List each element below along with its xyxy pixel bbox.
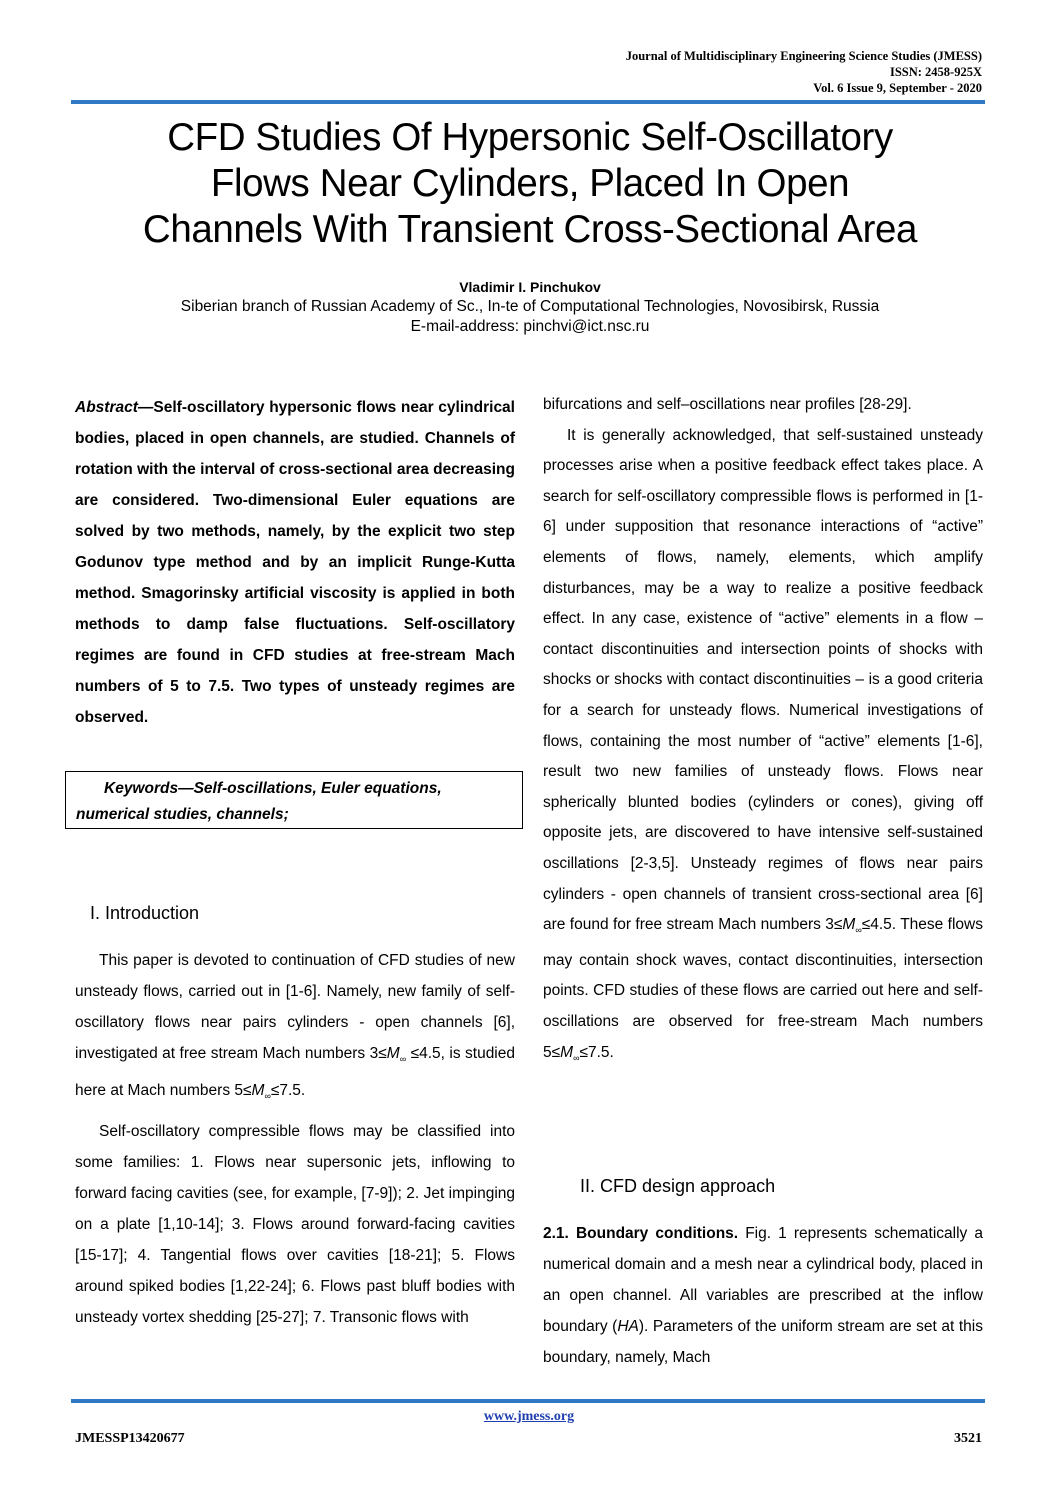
intro-p1-text-b: ≤4.5, is studied here at Mach numbers 5≤ — [75, 1045, 515, 1100]
intro-p1-text-c: ≤7.5. — [270, 1082, 306, 1100]
boundary-conditions-paragraph — [543, 1218, 983, 1373]
section-heading-introduction: I. Introduction — [90, 903, 200, 923]
mach-symbol: M — [560, 1043, 574, 1061]
mach-symbol: M — [251, 1082, 265, 1100]
title-line-3: Channels With Transient Cross-Sectional Area — [142, 208, 918, 251]
journal-volume: Vol. 6 Issue 9, September - 2020 — [813, 81, 982, 95]
journal-website-link[interactable]: www.jmess.org — [483, 1409, 575, 1424]
infinity-subscript: ∞ — [573, 1052, 580, 1063]
title-line-1: CFD Studies Of Hypersonic Self-Oscillatory — [167, 116, 893, 159]
boundary-conditions-label: 2.1. Boundary conditions. — [543, 1225, 739, 1242]
infinity-subscript: ∞ — [855, 925, 862, 936]
bc-text-b: ). Parameters of the uniform stream are set at this boundary, namely, Mach — [543, 1318, 983, 1366]
right-p1-text-a: It is generally acknowledged, that self-sustained unsteady processes arise when a positive feedback effect takes place. A search for self-oscillatory compressible flows is performed in [1-6] under supposition that resonance interactions of “active” elements of flows, namely, elements, which amplify disturbances, may be a way to realize a positive feedback effect. In any case, existence of “active” elements in a flow – contact discontinuities and intersection points of shocks with shocks or shocks with contact discontinuities – is a good criteria for a search for unsteady flows. Numerical investigations of flows, containing the most number of “active” elements [1-6], result two new families of unsteady flows. Flows near spherically blunted bodies (cylinders or cones), giving off opposite jets, are discovered to have intensive self-sustained oscillations [2-3,5]. Unsteady regimes of flows near pairs cylinders - open channels of transient cross-sectional area [6] are found for free stream Mach numbers 3≤ — [543, 426, 983, 934]
right-paragraph-1 — [543, 421, 983, 1074]
right-p1-text-b: ≤4.5. These flows may contain shock waves, contact discontinuities, intersection points. CFD studies of these flows are carried out here and self-oscillations are observed for free-stream Mach numbers 5≤ — [543, 916, 983, 1061]
right-p1-text-c: ≤7.5. — [579, 1043, 614, 1061]
header-rule — [71, 100, 985, 104]
infinity-subscript: ∞ — [399, 1054, 407, 1065]
right-paragraph-0: bifurcations and self–oscillations near profiles [28-29]. — [543, 396, 912, 413]
bc-text-a: Fig. 1 represents schematically a numerical domain and a mesh near a cylindrical body, placed in an open channel. All variables are prescribed at the inflow boundary ( — [543, 1225, 984, 1335]
title-line-2: Flows Near Cylinders, Placed In Open — [210, 162, 850, 205]
journal-name: Journal of Multidisciplinary Engineering Science Studies (JMESS) — [625, 49, 982, 63]
paper-code: JMESSP13420677 — [75, 1431, 185, 1446]
keywords-line-2: numerical studies, channels; — [76, 806, 289, 823]
journal-header — [626, 48, 982, 96]
abstract-label: Abstract — [75, 399, 138, 416]
keywords-box — [65, 771, 523, 829]
right-column-body — [543, 390, 983, 1073]
abstract-text: —Self-oscillatory hypersonic flows near cylindrical bodies, placed in open channels, are studied. Channels of rotation with the interval of cross-sectional area decreasing are considered. Two-dimensional Euler equations are solved by two methods, namely, by the explicit two step Godunov type method and by an implicit Runge-Kutta method. Smagorinsky artificial viscosity is applied in both methods to damp false fluctuations. Self-oscillatory regimes are found in CFD studies at free-stream Mach numbers of 5 to 7.5. Two types of unsteady regimes are observed. — [75, 399, 515, 726]
intro-paragraph-1 — [75, 945, 515, 1112]
inflow-boundary-label: HA — [617, 1318, 639, 1335]
keywords-line-1: Keywords—Self-oscillations, Euler equations, — [104, 780, 442, 797]
mach-symbol: M — [386, 1045, 400, 1062]
author-affiliation: Siberian branch of Russian Academy of Sc., In-te of Computational Technologies, Novosibirsk, Russia — [180, 298, 880, 315]
boundary-conditions-body — [543, 1218, 983, 1373]
footer-rule — [71, 1399, 985, 1403]
intro-paragraph-2: Self-oscillatory compressible flows may be classified into some families: 1. Flows near supersonic jets, inflowing to forward facing cavities (see, for example, [7-9]); 2. Jet impinging on a plate [1,10-14]; 3. Flows around forward-facing cavities [15-17]; 4. Tangential flows over cavities [18-21]; 5. Flows around spiked bodies [1,22-24]; 6. Flows past bluff bodies with unsteady vortex shedding [25-27]; 7. Transonic flows with — [75, 1123, 515, 1327]
intro-p1-text-a: This paper is devoted to continuation of CFD studies of new unsteady flows, carried out in [1-6]. Namely, new family of self-oscillatory flows near pairs cylinders - open channels [6], investigated at free stream Mach numbers 3≤ — [75, 952, 515, 1062]
author-block — [60, 277, 1000, 337]
paper-title — [60, 115, 1000, 253]
introduction-body — [75, 945, 515, 1333]
abstract — [75, 392, 515, 733]
journal-issn: ISSN: 2458-925X — [889, 65, 982, 79]
mach-symbol: M — [842, 916, 856, 934]
section-heading-cfd-design: II. CFD design approach — [580, 1176, 776, 1196]
author-email: E-mail-address: pinchvi@ict.nsc.ru — [410, 318, 650, 335]
page-number: 3521 — [954, 1431, 982, 1446]
author-name: Vladimir I. Pinchukov — [459, 279, 601, 295]
infinity-subscript: ∞ — [264, 1091, 271, 1102]
